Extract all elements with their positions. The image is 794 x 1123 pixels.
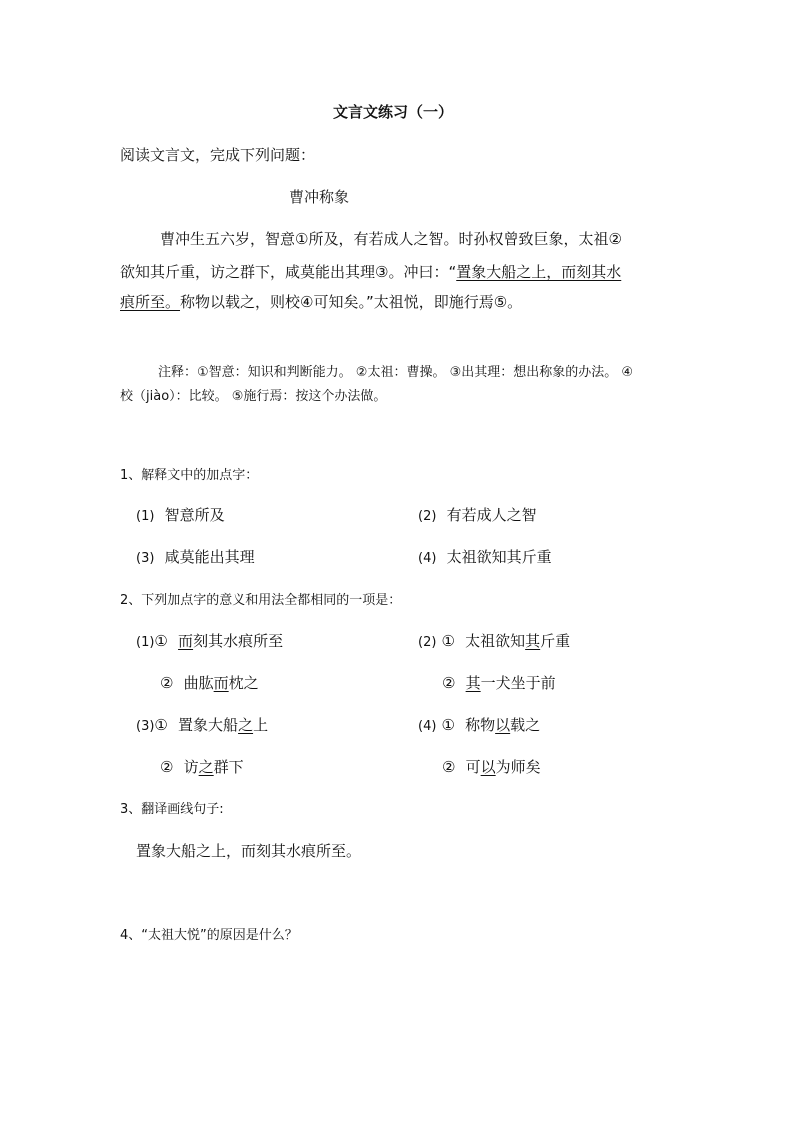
q2-option-line [442,756,541,777]
option-text: 上 [253,716,269,734]
item-text: 有若成人之智 [446,506,537,524]
passage-line-2 [120,261,621,282]
circled-marker: ① [154,632,168,650]
question-1-prompt: 1、解释文中的加点字： [120,468,259,483]
option-number: (4) [418,719,437,734]
item-number: (3) [136,551,155,566]
passage-heading: 曹冲称象 [289,188,350,206]
passage-text: 欲知其斤重，访之群下，咸莫能出其理③。冲曰：“ [120,263,457,281]
key-word: 以 [480,758,496,776]
option-text: 可 [465,758,481,776]
circled-marker: ② [442,674,456,692]
circled-marker: ① [441,632,455,650]
q2-option-line [160,672,259,693]
item-text: 咸莫能出其理 [164,548,255,566]
q1-item [136,504,225,525]
option-number: (3) [136,719,155,734]
page-title: 文言文练习（一） [333,103,454,121]
q1-item [136,546,255,567]
option-text: 称物 [465,716,496,734]
circled-marker: ② [442,758,456,776]
item-text: 太祖欲知其斤重 [446,548,552,566]
underlined-sentence: 置象大船之上，而刻其水 [456,263,622,281]
underlined-sentence: 痕所至。 [120,293,181,311]
q2-option-line [160,756,244,777]
key-word: 之 [198,758,214,776]
key-word: 而 [213,674,229,692]
question-2-prompt: 2、下列加点字的意义和用法全都相同的一项是： [120,593,402,608]
option-text: 为师矣 [495,758,541,776]
instruction-text: 阅读文言文，完成下列问题： [120,146,316,164]
notes-line-2: 校（jiào）：比较。 ⑤施行焉：按这个办法做。 [120,389,387,404]
question-4-prompt: 4、“太祖大悦”的原因是什么？ [120,928,298,943]
item-text: 智意所及 [164,506,225,524]
key-word: 而 [178,632,194,650]
key-word: 其 [465,674,481,692]
item-number: (2) [418,509,437,524]
circled-marker: ② [160,758,174,776]
notes-line-1: 注释：①智意：知识和判断能力。 ②太祖：曹操。 ③出其理：想出称象的办法。 ④ [158,365,634,380]
key-word: 其 [525,632,541,650]
option-text: 太祖欲知 [465,632,526,650]
q1-item [418,504,537,525]
option-text: 载之 [510,716,541,734]
circled-marker: ① [441,716,455,734]
circled-marker: ① [154,716,168,734]
q2-option-line [418,714,540,735]
q2-option-line [418,630,570,651]
key-word: 以 [495,716,511,734]
q2-option-line [136,630,283,651]
passage-line-3 [120,291,522,312]
item-number: (4) [418,551,437,566]
option-text: 曲肱 [183,674,214,692]
circled-marker: ② [160,674,174,692]
option-text: 斤重 [540,632,571,650]
option-number: (2) [418,635,437,650]
q2-option-line [442,672,556,693]
option-text: 刻其水痕所至 [193,632,284,650]
q1-item [418,546,552,567]
passage-text: 称物以载之，则校④可知矣。”太祖悦，即施行焉⑤。 [180,293,523,311]
q2-option-line [136,714,268,735]
option-text: 群下 [213,758,244,776]
passage-line-1: 曹冲生五六岁，智意①所及，有若成人之智。时孙权曾致巨象，太祖② [160,230,622,248]
item-number: (1) [136,509,155,524]
question-3-prompt: 3、翻译画线句子: [120,802,224,817]
option-number: (1) [136,635,155,650]
option-text: 枕之 [228,674,259,692]
option-text: 访 [183,758,199,776]
question-3-sentence: 置象大船之上，而刻其水痕所至。 [136,842,362,860]
option-text: 一犬坐于前 [480,674,556,692]
option-text: 置象大船 [178,716,239,734]
key-word: 之 [238,716,254,734]
